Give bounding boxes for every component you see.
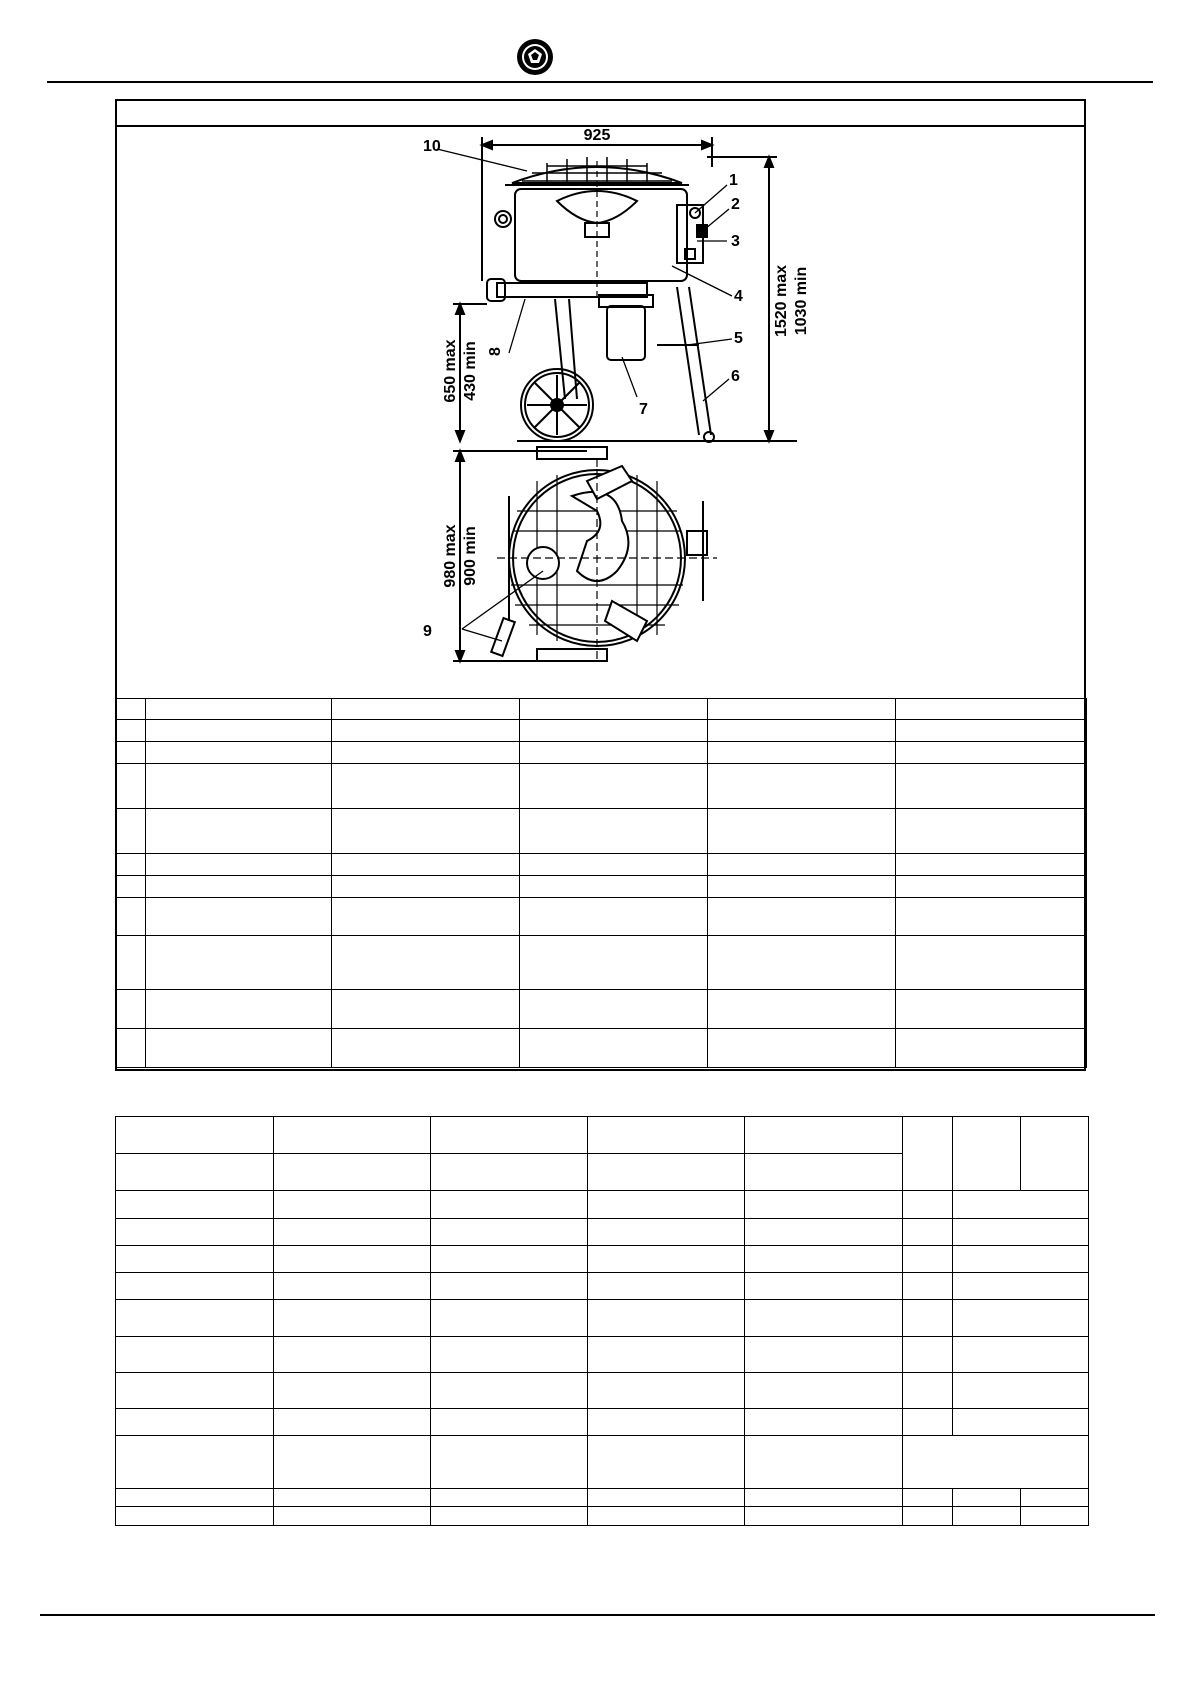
header-rule: [47, 81, 1153, 83]
table-row: [116, 742, 1087, 764]
dim-leg-height-max: 650 max: [442, 339, 459, 403]
table-row: [116, 1507, 1089, 1526]
footer-rule: [40, 1614, 1155, 1616]
components-table: [115, 698, 1087, 1068]
table-row: [116, 990, 1087, 1029]
callout-8: 8: [487, 347, 504, 356]
table-row: [116, 1300, 1089, 1337]
callout-1: 1: [729, 172, 738, 189]
dim-top-width: 925: [583, 127, 611, 144]
table-row: [116, 876, 1087, 898]
callout-9: 9: [423, 623, 432, 640]
table-row: [116, 936, 1087, 990]
table-row: [116, 1409, 1089, 1436]
table-row: [116, 1273, 1089, 1300]
table-row: [116, 854, 1087, 876]
table-row: [116, 699, 1087, 720]
table-row: [116, 1029, 1087, 1068]
company-emblem-icon: [515, 37, 555, 77]
table-row: [116, 764, 1087, 809]
table-row: [116, 1337, 1089, 1373]
callout-3: 3: [731, 233, 740, 250]
table-row: [116, 809, 1087, 854]
dim-plan-width-max: 980 max: [442, 524, 459, 588]
specifications-table: [115, 1116, 1089, 1526]
table-row: [116, 898, 1087, 936]
drawing-frame: [115, 99, 1086, 1071]
table-row: [116, 1373, 1089, 1409]
table-row: [116, 1489, 1089, 1507]
callout-4: 4: [734, 288, 743, 305]
dim-total-height-min: 1030 min: [793, 266, 810, 336]
callout-5: 5: [734, 330, 743, 347]
dim-plan-width-min: 900 min: [462, 526, 479, 586]
callout-6: 6: [731, 368, 740, 385]
callout-7: 7: [639, 401, 648, 418]
dim-total-height-max: 1520 max: [773, 264, 790, 338]
table-row: [116, 1219, 1089, 1246]
dim-leg-height-min: 430 min: [462, 341, 479, 401]
callout-2: 2: [731, 196, 740, 213]
mixer-technical-drawing: [117, 101, 1084, 701]
table-row: [116, 1191, 1089, 1219]
table-row: [116, 1246, 1089, 1273]
table-row: [116, 1117, 1089, 1154]
table-row: [116, 720, 1087, 742]
callout-10: 10: [423, 138, 441, 155]
table-row: [116, 1436, 1089, 1489]
